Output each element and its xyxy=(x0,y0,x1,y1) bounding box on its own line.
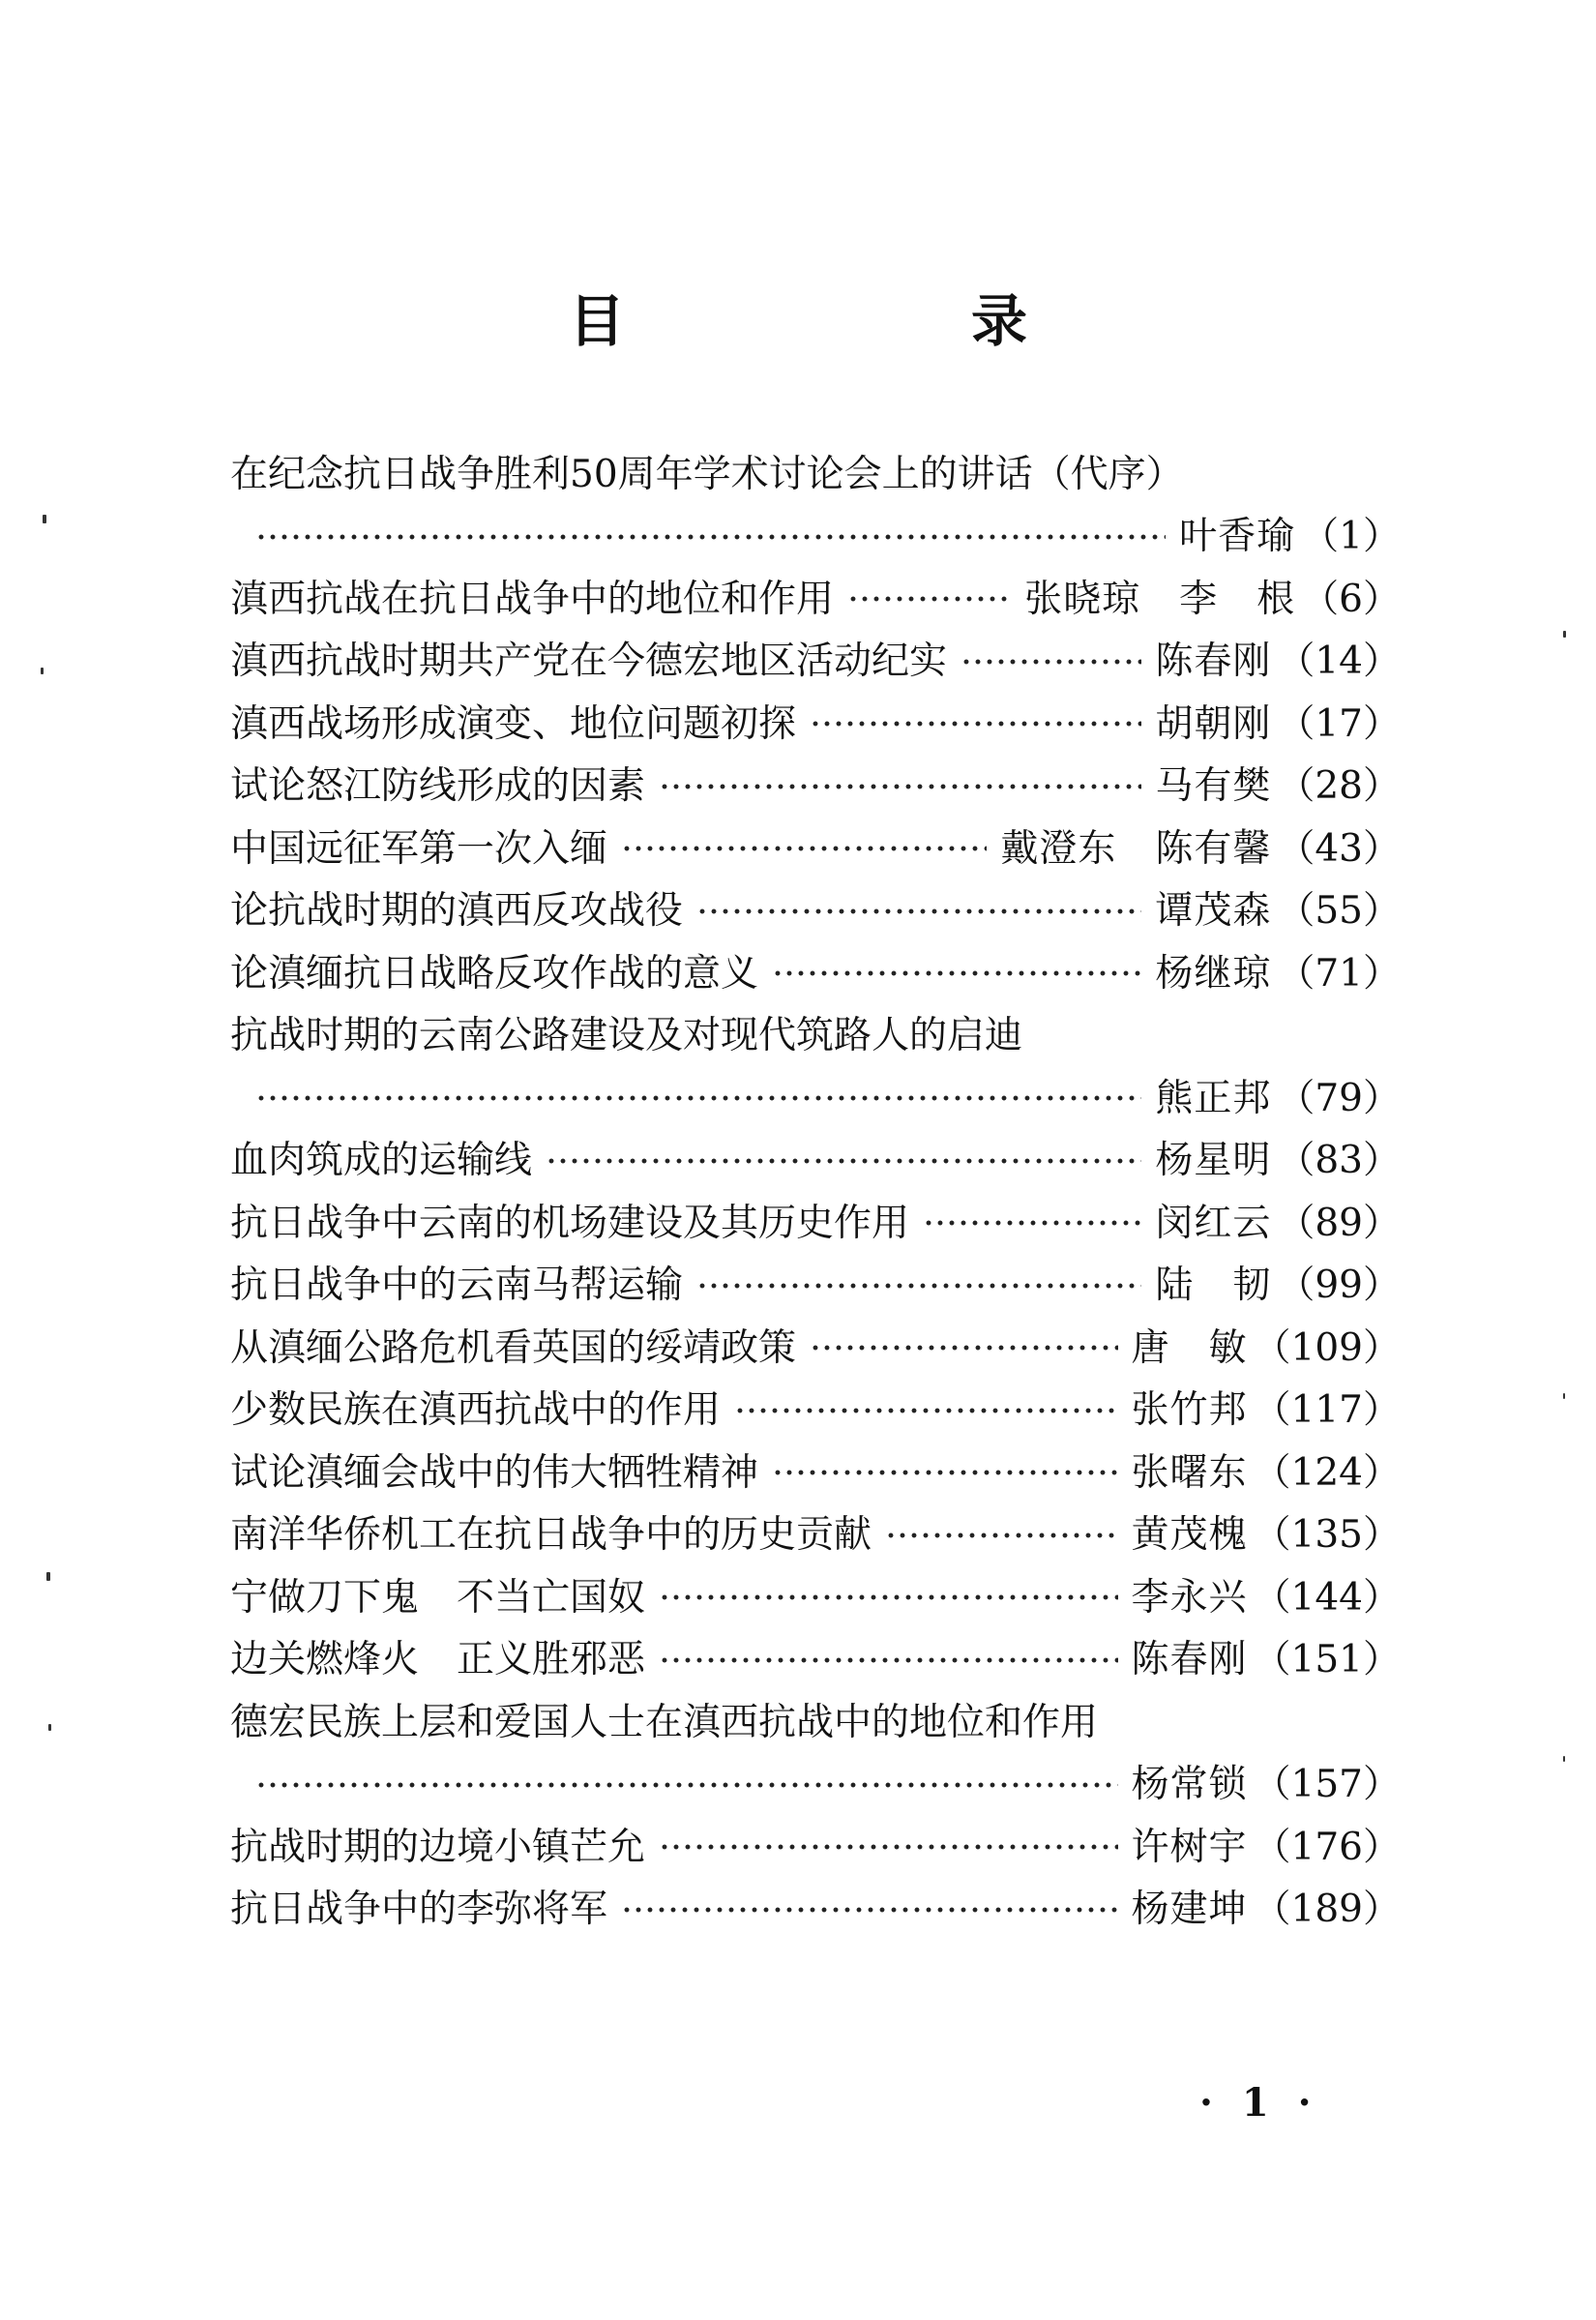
toc-entry-title: 滇西抗战时期共产党在今德宏地区活动纪实 xyxy=(230,639,948,684)
scan-speck xyxy=(1563,1756,1565,1762)
toc-entry xyxy=(230,756,1401,818)
toc-entry-page: （14） xyxy=(1277,639,1401,684)
toc-entry-title: 抗日战争中云南的机场建设及其历史作用 xyxy=(230,1201,910,1245)
toc-entry-page: （28） xyxy=(1277,764,1401,809)
toc-entry xyxy=(230,1504,1401,1567)
toc-entry-page: （117） xyxy=(1253,1388,1401,1433)
toc-entry xyxy=(230,1067,1401,1130)
toc-entry-author: 张竹邦 xyxy=(1131,1388,1248,1433)
toc-entry xyxy=(230,1255,1401,1318)
toc-entry-title: 宁做刀下鬼 不当亡国奴 xyxy=(230,1575,646,1620)
toc-entry-page: （6） xyxy=(1301,577,1401,621)
dot-leader xyxy=(810,719,1141,729)
toc-entry-author: 陈春刚 xyxy=(1155,639,1272,684)
scan-speck xyxy=(46,1572,50,1581)
toc-entry xyxy=(230,1192,1401,1255)
dot-leader xyxy=(961,657,1141,667)
toc-entry-page: （1） xyxy=(1301,515,1401,559)
scan-speck xyxy=(48,1724,51,1731)
toc-entry-author: 杨星明 xyxy=(1155,1139,1272,1183)
dot-leader xyxy=(696,1281,1141,1291)
toc-entry-page: （55） xyxy=(1277,889,1401,934)
toc-entry xyxy=(230,1442,1401,1504)
toc-entry-author: 马有樊 xyxy=(1155,764,1272,809)
toc-entry-title: 论抗战时期的滇西反攻战役 xyxy=(230,889,684,934)
toc-entry-page: （144） xyxy=(1253,1575,1401,1620)
dot-leader xyxy=(923,1218,1141,1228)
toc-entry-title-line xyxy=(230,1005,1401,1068)
dot-leader xyxy=(772,1468,1118,1477)
dot-leader xyxy=(255,1780,1118,1790)
toc-entry-page: （83） xyxy=(1277,1139,1401,1183)
toc-entry-author: 谭茂森 xyxy=(1155,889,1272,934)
toc-entry-title: 中国远征军第一次入缅 xyxy=(230,826,608,871)
toc-entry xyxy=(230,818,1401,880)
page-number: · 1 · xyxy=(1199,2080,1319,2126)
toc-entry-title: 抗战时期的云南公路建设及对现代筑路人的启迪 xyxy=(230,1014,1023,1058)
toc-entry-title: 在纪念抗日战争胜利50周年学术讨论会上的讲话（代序） xyxy=(230,452,1184,496)
toc-entry-author: 陆 韧 xyxy=(1155,1264,1272,1308)
toc-entry-page: （157） xyxy=(1253,1763,1401,1807)
dot-leader xyxy=(696,907,1141,916)
scan-speck xyxy=(1563,1393,1565,1399)
dot-leader xyxy=(659,1592,1118,1602)
toc-entry xyxy=(230,693,1401,756)
toc-entry-title: 从滇缅公路危机看英国的绥靖政策 xyxy=(230,1325,797,1370)
toc-entry-author: 杨继琼 xyxy=(1155,951,1272,996)
toc-entry xyxy=(230,942,1401,1005)
toc-entry-title: 滇西抗战在抗日战争中的地位和作用 xyxy=(230,577,835,621)
dot-leader xyxy=(847,594,1011,604)
dot-leader xyxy=(810,1343,1118,1353)
toc-entry-title: 试论滇缅会战中的伟大牺牲精神 xyxy=(230,1450,759,1495)
toc-entry-author: 李永兴 xyxy=(1131,1575,1248,1620)
toc-entry-author: 黄茂槐 xyxy=(1131,1513,1248,1558)
toc-entry xyxy=(230,506,1401,569)
toc-entry-title-line xyxy=(230,1691,1401,1754)
toc-entry-page: （151） xyxy=(1253,1638,1401,1682)
scan-speck xyxy=(41,668,44,674)
toc-entry-page: （17） xyxy=(1277,701,1401,746)
toc-entry-title: 血肉筑成的运输线 xyxy=(230,1139,533,1183)
toc-entry-title-line xyxy=(230,443,1401,506)
scan-speck xyxy=(1563,631,1566,638)
toc-entry-author: 熊正邦 xyxy=(1155,1076,1272,1120)
toc-entry-author: 张晓琼 李 根 xyxy=(1024,577,1296,621)
toc-entry-page: （89） xyxy=(1277,1201,1401,1245)
toc-entry xyxy=(230,1566,1401,1629)
toc-entry xyxy=(230,1317,1401,1380)
toc-entry-page: （71） xyxy=(1277,951,1401,996)
toc-entry xyxy=(230,1879,1401,1942)
toc-entry-author: 唐 敏 xyxy=(1131,1325,1248,1370)
dot-leader xyxy=(659,782,1141,791)
toc-entry-page: （176） xyxy=(1253,1825,1401,1869)
toc-entry-title: 少数民族在滇西抗战中的作用 xyxy=(230,1388,722,1433)
toc-entry-author: 许树宇 xyxy=(1131,1825,1248,1869)
toc-entry-author: 叶香瑜 xyxy=(1179,515,1296,559)
toc-entry xyxy=(230,1380,1401,1443)
dot-leader xyxy=(734,1406,1118,1415)
toc-entry-author: 胡朝刚 xyxy=(1155,701,1272,746)
toc-entry-page: （124） xyxy=(1253,1450,1401,1495)
toc-entry-page: （135） xyxy=(1253,1513,1401,1558)
dot-leader xyxy=(659,1842,1118,1852)
page-title: 目 录 xyxy=(568,288,1172,354)
toc-entry xyxy=(230,1629,1401,1692)
toc-entry-page: （99） xyxy=(1277,1264,1401,1308)
dot-leader xyxy=(621,1905,1118,1915)
toc-entry xyxy=(230,880,1401,943)
toc-entry-page: （189） xyxy=(1253,1888,1401,1932)
toc-entry-title: 南洋华侨机工在抗日战争中的历史贡献 xyxy=(230,1513,872,1558)
dot-leader xyxy=(255,1093,1141,1103)
dot-leader xyxy=(885,1531,1118,1540)
toc-entry xyxy=(230,631,1401,694)
toc-entry xyxy=(230,1754,1401,1817)
toc-entry-title: 滇西战场形成演变、地位问题初探 xyxy=(230,701,797,746)
toc-entry-author: 张曙东 xyxy=(1131,1450,1248,1495)
toc-entry xyxy=(230,1130,1401,1193)
scan-speck xyxy=(43,515,46,523)
table-of-contents xyxy=(230,443,1401,1941)
toc-entry-title: 抗战时期的边境小镇芒允 xyxy=(230,1825,646,1869)
toc-entry xyxy=(230,568,1401,631)
dot-leader xyxy=(546,1156,1141,1166)
toc-entry-title: 抗日战争中的李弥将军 xyxy=(230,1888,608,1932)
toc-entry-page: （109） xyxy=(1253,1325,1401,1370)
toc-entry-title: 试论怒江防线形成的因素 xyxy=(230,764,646,809)
toc-entry-author: 闵红云 xyxy=(1155,1201,1272,1245)
toc-entry-title: 抗日战争中的云南马帮运输 xyxy=(230,1264,684,1308)
toc-entry-title: 德宏民族上层和爱国人士在滇西抗战中的地位和作用 xyxy=(230,1700,1099,1744)
toc-entry-author: 杨建坤 xyxy=(1131,1888,1248,1932)
dot-leader xyxy=(621,844,987,853)
toc-entry-author: 陈春刚 xyxy=(1131,1638,1248,1682)
toc-entry-author: 戴澄东 陈有馨 xyxy=(1000,826,1272,871)
toc-entry-page: （43） xyxy=(1277,826,1401,871)
toc-entry-author: 杨常锁 xyxy=(1131,1763,1248,1807)
toc-entry xyxy=(230,1816,1401,1879)
toc-entry-title: 论滇缅抗日战略反攻作战的意义 xyxy=(230,951,759,996)
toc-entry-page: （79） xyxy=(1277,1076,1401,1120)
dot-leader xyxy=(255,532,1166,542)
toc-entry-title: 边关燃烽火 正义胜邪恶 xyxy=(230,1638,646,1682)
dot-leader xyxy=(659,1655,1118,1665)
dot-leader xyxy=(772,968,1141,978)
